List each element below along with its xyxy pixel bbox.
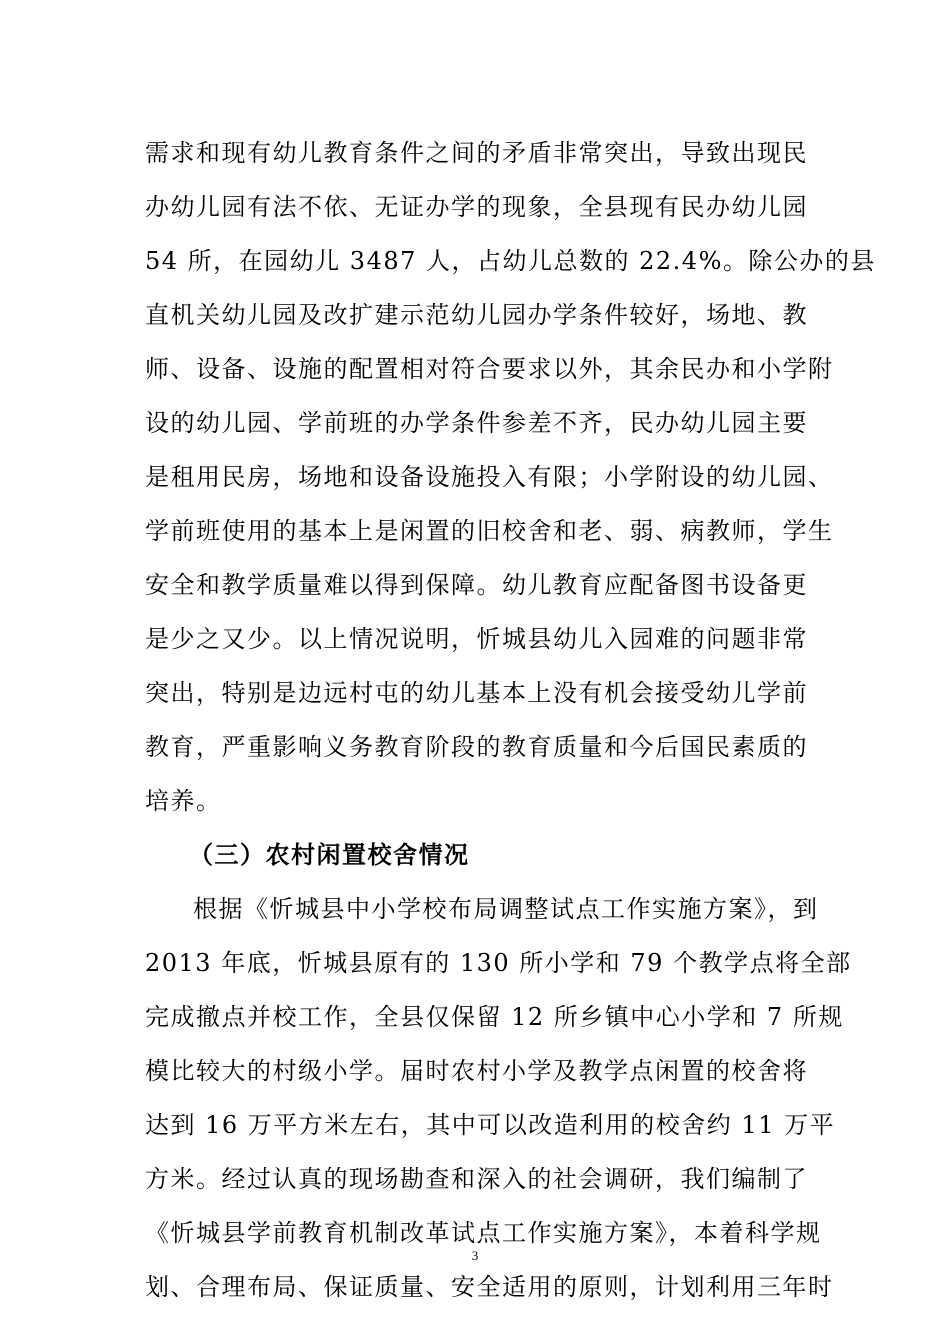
text-line: 达到 16 万平方米左右，其中可以改造利用的校舍约 11 万平: [145, 1111, 836, 1139]
text-line: 模比较大的村级小学。届时农村小学及教学点闲置的校舍将: [145, 1057, 808, 1085]
text-line: 需求和现有幼儿教育条件之间的矛盾非常突出，导致出现民: [145, 139, 808, 167]
text-line: 54 所，在园幼儿 3487 人，占幼儿总数的 22.4%。除公办的县: [145, 247, 876, 275]
text-line: 学前班使用的基本上是闲置的旧校舍和老、弱、病教师，学生: [145, 517, 834, 545]
section-heading: （三）农村闲置校舍情况: [189, 841, 470, 869]
text-line: 安全和教学质量难以得到保障。幼儿教育应配备图书设备更: [145, 571, 808, 599]
body-text: [145, 126, 876, 1314]
text-line: 办幼儿园有法不依、无证办学的现象，全县现有民办幼儿园: [145, 193, 808, 221]
text-line: 师、设备、设施的配置相对符合要求以外，其余民办和小学附: [145, 355, 834, 383]
text-line: 根据《忻城县中小学校布局调整试点工作实施方案》，到: [193, 895, 819, 923]
text-line: 完成撤点并校工作，全县仅保留 12 所乡镇中心小学和 7 所规: [145, 1003, 844, 1031]
text-line: 是少之又少。以上情况说明，忻城县幼儿入园难的问题非常: [145, 625, 808, 653]
text-line: 方米。经过认真的现场勘查和深入的社会调研，我们编制了: [145, 1165, 808, 1193]
text-line: 培养。: [145, 787, 222, 815]
text-line: 是租用民房，场地和设备设施投入有限；小学附设的幼儿园、: [145, 463, 834, 491]
text-line: 划、合理布局、保证质量、安全适用的原则，计划利用三年时: [145, 1273, 834, 1301]
text-line: 直机关幼儿园及改扩建示范幼儿园办学条件较好，场地、教: [145, 301, 808, 329]
page-number: 3: [471, 1248, 479, 1263]
text-line: 突出，特别是边远村屯的幼儿基本上没有机会接受幼儿学前: [145, 679, 808, 707]
text-line: 2013 年底，忻城县原有的 130 所小学和 79 个教学点将全部: [145, 949, 852, 977]
text-line: 教育，严重影响义务教育阶段的教育质量和今后国民素质的: [145, 733, 808, 761]
text-line: 设的幼儿园、学前班的办学条件参差不齐，民办幼儿园主要: [145, 409, 808, 437]
text-line: 《忻城县学前教育机制改革试点工作实施方案》，本着科学规: [145, 1219, 822, 1247]
